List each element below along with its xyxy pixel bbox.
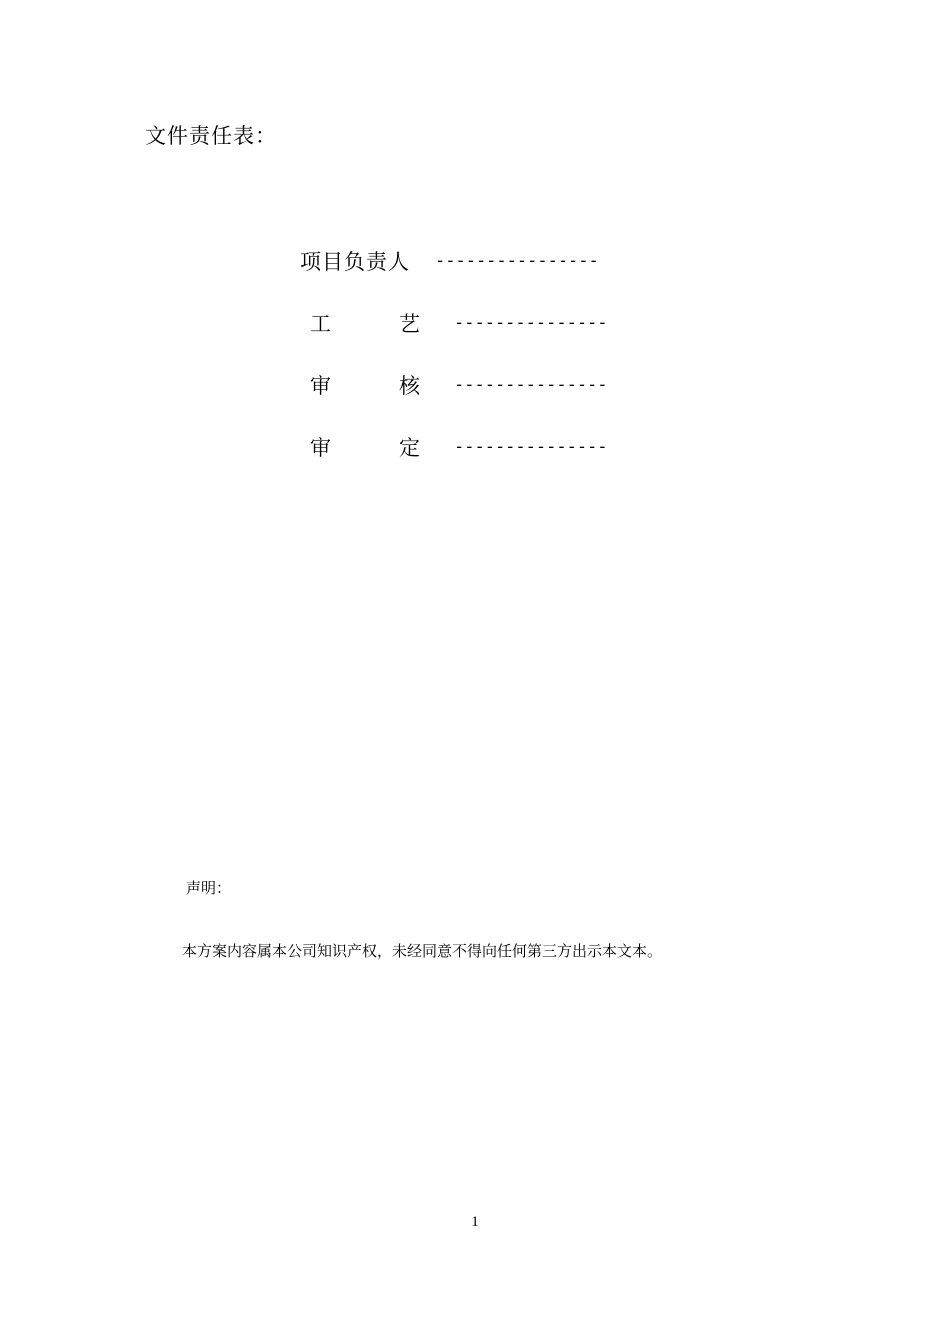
process-label-first-char: 工 <box>310 312 331 336</box>
review-label-second-char: 核 <box>399 374 420 398</box>
project-lead-label: 项目负责人 <box>300 250 410 274</box>
statement-text: 本方案内容属本公司知识产权，未经同意不得向任何第三方出示本文本。 <box>182 942 663 960</box>
review-label-first-char: 审 <box>310 374 331 398</box>
approval-label-first-char: 审 <box>310 436 331 460</box>
responsibility-row-process <box>310 308 640 338</box>
review-signature-line: --------------- <box>454 375 608 395</box>
process-label-second-char: 艺 <box>399 312 420 336</box>
statement-heading: 声明： <box>186 879 232 897</box>
process-signature-line: --------------- <box>454 313 608 333</box>
responsibility-row-project-lead <box>300 246 630 276</box>
responsibility-row-review <box>310 370 640 400</box>
page-number: 1 <box>471 1214 479 1230</box>
approval-signature-line: --------------- <box>454 437 608 457</box>
responsibility-row-approval <box>310 432 640 462</box>
approval-label-second-char: 定 <box>399 436 420 460</box>
document-title: 文件责任表： <box>145 124 277 148</box>
project-lead-signature-line: ---------------- <box>435 251 599 271</box>
